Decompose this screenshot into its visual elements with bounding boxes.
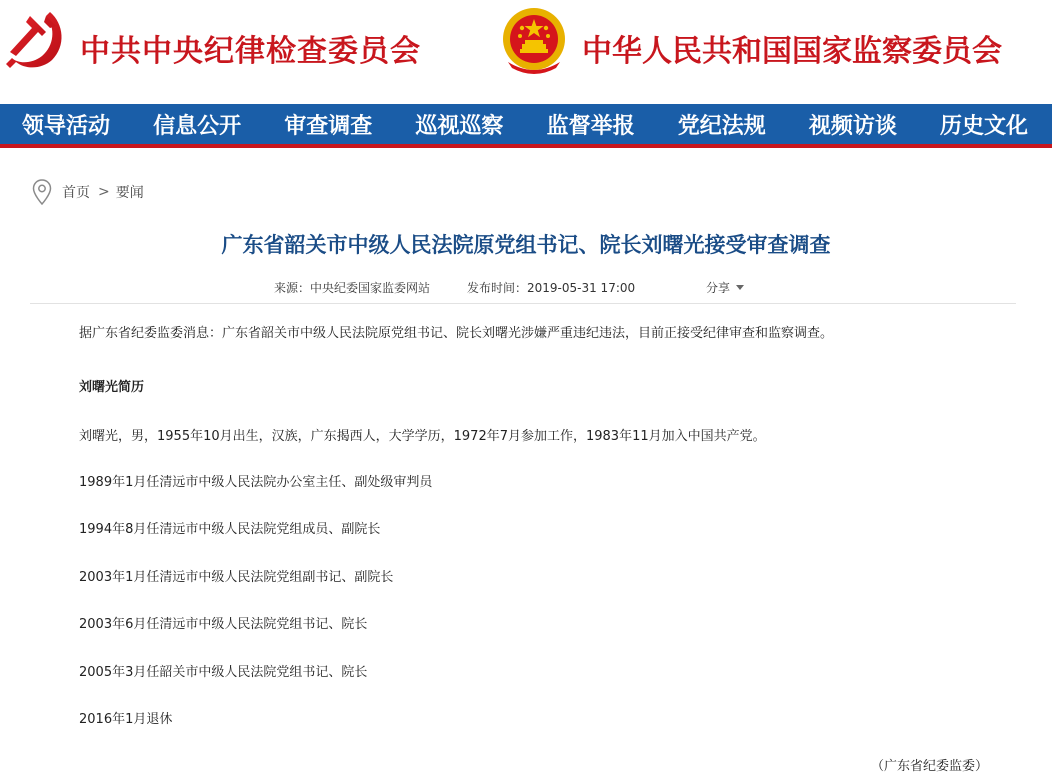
- nav-item-leadership[interactable]: 领导活动: [22, 112, 111, 139]
- article-publish-time: 发布时间：2019-05-31 17:00: [467, 281, 636, 295]
- resume-item: 2003年1月任清远市中级人民法院党组副书记、副院长: [79, 570, 394, 585]
- breadcrumb-home[interactable]: 首页: [62, 185, 90, 201]
- article-subheading: 刘曙光简历: [79, 380, 145, 395]
- main-nav: [0, 104, 1052, 148]
- nav-item-regulations[interactable]: 党纪法规: [677, 112, 766, 139]
- article-paragraph: 刘曙光，男，1955年10月出生，汉族，广东揭西人，大学学历，1972年7月参加工作，1983年11月加入中国共产党。: [79, 429, 766, 444]
- national-emblem-icon: [500, 6, 568, 76]
- article-paragraph: 据广东省纪委监委消息：广东省韶关市中级人民法院原党组书记、院长刘曙光涉嫌严重违纪违法，目前正接受纪律审查和监察调查。: [79, 326, 834, 341]
- nav-item-investigation[interactable]: 审查调查: [284, 112, 373, 139]
- article-source-note: （广东省纪委监委）: [871, 759, 989, 774]
- resume-item: 2005年3月任韶关市中级人民法院党组书记、院长: [79, 665, 368, 680]
- breadcrumb: [32, 178, 144, 206]
- site-header: [0, 0, 1052, 104]
- cpc-commission-title[interactable]: 中共中央纪律检查委员会: [80, 34, 421, 69]
- breadcrumb-section[interactable]: 要闻: [115, 185, 144, 201]
- article-source: 来源：中央纪委国家监委网站: [274, 281, 431, 295]
- resume-item: 1989年1月任清远市中级人民法院办公室主任、副处级审判员: [79, 475, 433, 490]
- share-label: 分享: [706, 281, 731, 295]
- nav-item-video[interactable]: 视频访谈: [808, 112, 897, 139]
- share-button[interactable]: [706, 279, 744, 296]
- nav-item-report[interactable]: 监督举报: [546, 112, 635, 139]
- caret-down-icon: [736, 285, 744, 290]
- resume-item: 2003年6月任清远市中级人民法院党组书记、院长: [79, 617, 368, 632]
- nav-item-inspection[interactable]: 巡视巡察: [415, 112, 504, 139]
- breadcrumb-separator: >: [98, 184, 110, 200]
- resume-item: 2016年1月退休: [79, 712, 173, 727]
- article-divider: [30, 303, 1016, 304]
- resume-item: 1994年8月任清远市中级人民法院党组成员、副院长: [79, 522, 381, 537]
- article-title: 广东省韶关市中级人民法院原党组书记、院长刘曙光接受审查调查: [221, 233, 831, 257]
- supervision-commission-title[interactable]: 中华人民共和国国家监察委员会: [582, 34, 1002, 69]
- party-emblem-icon: [2, 6, 70, 74]
- nav-item-history[interactable]: 历史文化: [939, 112, 1028, 139]
- location-pin-icon: [32, 179, 52, 205]
- nav-item-info-disclosure[interactable]: 信息公开: [153, 112, 242, 139]
